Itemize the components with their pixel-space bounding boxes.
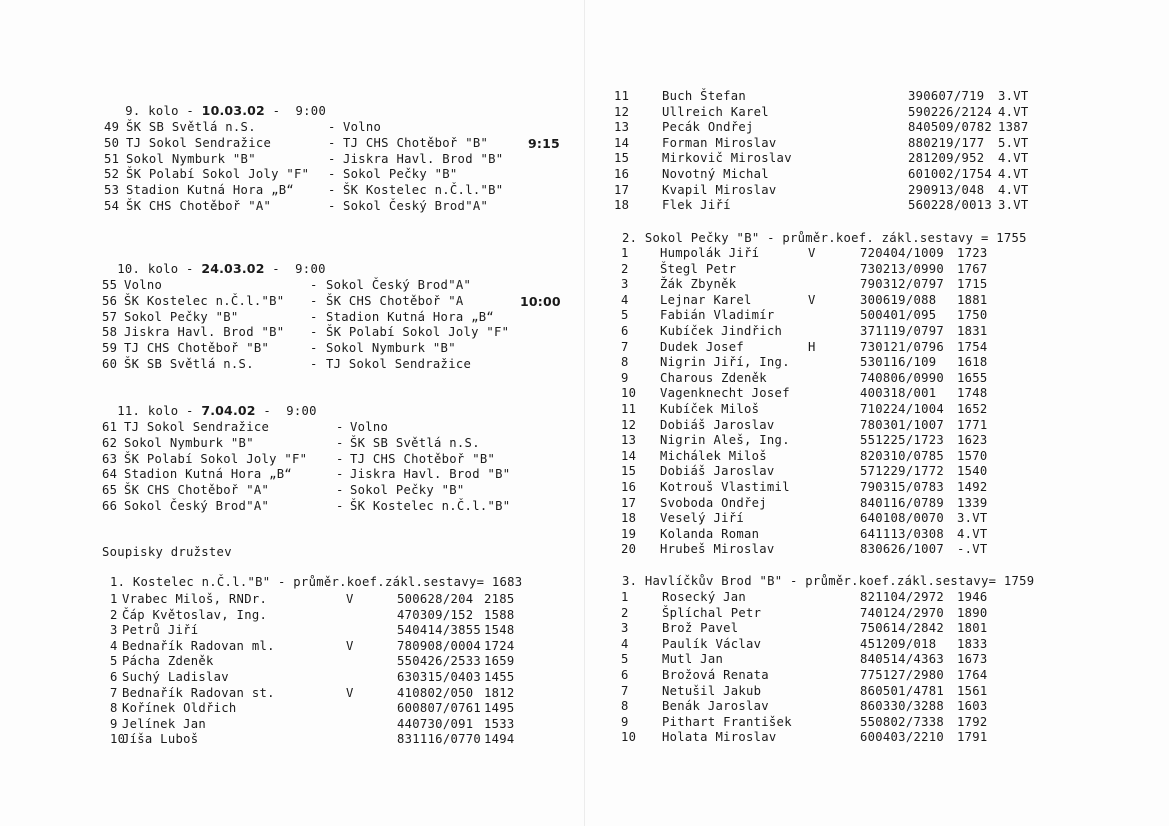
player-coefficient: 3.VT (998, 198, 1029, 213)
match-separator: - (336, 467, 344, 482)
round-time: 9:00 (295, 262, 326, 276)
player-id: 560228/0013 (908, 198, 993, 213)
player-coefficient: -.VT (957, 542, 988, 557)
player-id: 600807/0761 (397, 701, 482, 716)
player-id: 780301/1007 (860, 417, 945, 432)
player-id: 860330/3288 (860, 699, 945, 714)
player-number: 1 (110, 592, 118, 606)
player-number: 2 (621, 605, 629, 620)
player-name: Kolanda Roman (660, 526, 760, 541)
player-id: 600403/2210 (860, 730, 945, 745)
player-coefficient: 3.VT (998, 89, 1029, 103)
player-name: Kubíček Jindřich (660, 324, 783, 338)
player-id: 830626/1007 (860, 542, 945, 557)
player-number: 3 (110, 623, 118, 638)
match-away-team: ŠK Kostelec n.Č.l."B" (350, 499, 511, 513)
player-name: Svoboda Ondřej (660, 495, 767, 510)
player-id: 410802/050 (397, 685, 474, 700)
player-id: 300619/088 (860, 292, 937, 307)
player-coefficient: 4.VT (998, 167, 1029, 181)
player-coefficient: 1750 (957, 308, 988, 323)
player-id: 500628/204 (397, 592, 474, 606)
player-id: 601002/1754 (908, 167, 993, 181)
player-name: Veselý Jiří (660, 511, 745, 526)
player-id: 371119/0797 (860, 324, 945, 338)
match-away-team: Stadion Kutná Hora „B“ (326, 309, 495, 324)
match-number: 51 (104, 151, 120, 166)
round-date: 7.04.02 (201, 403, 256, 418)
player-name: Brož Pavel (662, 621, 739, 636)
player-name: Štegl Petr (660, 261, 737, 276)
match-away-team: Jiskra Havl. Brod "B" (350, 467, 511, 482)
player-number: 8 (621, 355, 629, 370)
player-name: Netušil Jakub (662, 683, 762, 698)
player-id: 860501/4781 (860, 683, 945, 698)
player-id: 740806/0990 (860, 370, 945, 385)
match-separator: - (310, 309, 318, 324)
player-coefficient: 1561 (957, 683, 988, 698)
player-id: 740124/2970 (860, 605, 945, 620)
match-separator: - (336, 435, 344, 450)
player-number: 9 (110, 716, 118, 731)
player-name: Kořínek Oldřich (122, 701, 237, 716)
match-away-team: Sokol Pečky "B" (350, 483, 465, 498)
match-home-team: Sokol Nymburk "B" (126, 151, 256, 166)
player-id: 400318/001 (860, 386, 937, 401)
player-number: 1 (621, 246, 629, 260)
match-away-team: Volno (350, 420, 389, 434)
player-number: 19 (621, 526, 637, 541)
player-number: 11 (621, 402, 637, 416)
player-coefficient: 4.VT (998, 182, 1029, 197)
match-time-note: 9:15 (528, 135, 560, 151)
match-separator: - (310, 357, 318, 371)
round-header: 11. kolo - 7.04.02 - 9:00 (117, 403, 317, 418)
player-name: Vrabec Miloš, RNDr. (122, 592, 268, 606)
player-coefficient: 1946 (957, 590, 988, 604)
match-home-team: ŠK Polabí Sokol Joly "F" (124, 451, 308, 466)
player-id: 590226/2124 (908, 104, 993, 119)
player-mark: V (808, 292, 816, 307)
match-separator: - (328, 135, 336, 150)
player-id: 790312/0797 (860, 277, 945, 292)
player-coefficient: 1339 (957, 495, 988, 510)
player-coefficient: 1655 (957, 370, 988, 385)
player-name: Benák Jaroslav (662, 699, 769, 714)
player-id: 640108/0070 (860, 511, 945, 526)
player-id: 550426/2533 (397, 654, 482, 669)
match-separator: - (328, 167, 336, 182)
match-home-team: ŠK CHS Chotěboř "A" (126, 199, 272, 213)
player-name: Dudek Josef (660, 339, 745, 354)
round-label: 9. kolo (125, 104, 179, 118)
player-coefficient: 1548 (484, 623, 515, 638)
player-coefficient: 1652 (957, 402, 988, 416)
player-coefficient: 1659 (484, 654, 515, 669)
match-number: 53 (104, 183, 120, 198)
round-label: 11. kolo (117, 404, 179, 418)
player-id: 790315/0783 (860, 480, 945, 494)
match-home-team: ŠK SB Světlá n.S. (126, 120, 256, 134)
round-header: 10. kolo - 24.03.02 - 9:00 (117, 261, 326, 276)
player-name: Čáp Květoslav, Ing. (122, 607, 268, 622)
player-name: Dobiáš Jaroslav (660, 417, 775, 432)
player-number: 2 (621, 261, 629, 276)
player-id: 571229/1772 (860, 464, 945, 479)
match-separator: - (328, 120, 336, 134)
match-number: 49 (104, 120, 120, 134)
player-coefficient: 1754 (957, 339, 988, 354)
match-away-team: ŠK Kostelec n.Č.l."B" (343, 183, 504, 198)
player-number: 16 (614, 167, 630, 181)
player-number: 4 (621, 292, 629, 307)
player-number: 1 (621, 590, 629, 604)
player-name: Nigrin Aleš, Ing. (660, 433, 790, 448)
player-number: 7 (621, 683, 629, 698)
match-away-team: TJ CHS Chotěboř "B" (350, 451, 496, 466)
player-coefficient: 1767 (957, 261, 988, 276)
match-number: 56 (102, 293, 118, 308)
player-id: 641113/0308 (860, 526, 945, 541)
player-id: 780908/0004 (397, 638, 482, 653)
player-number: 8 (110, 701, 118, 716)
player-number: 2 (110, 607, 118, 622)
player-name: Pithart František (662, 714, 792, 729)
player-id: 775127/2980 (860, 668, 945, 682)
player-coefficient: 1792 (957, 714, 988, 729)
player-number: 9 (621, 370, 629, 385)
player-number: 4 (621, 636, 629, 651)
player-id: 840116/0789 (860, 495, 945, 510)
player-number: 20 (621, 542, 637, 557)
player-name: Mutl Jan (662, 652, 724, 667)
player-id: 470309/152 (397, 607, 474, 622)
player-name: Paulík Václav (662, 636, 762, 651)
player-name: Kvapil Miroslav (662, 182, 777, 197)
player-coefficient: 1492 (957, 480, 988, 494)
player-name: Jelínek Jan (122, 716, 207, 731)
match-home-team: ŠK Kostelec n.Č.l."B" (124, 293, 285, 308)
player-name: Jíša Luboš (122, 732, 199, 747)
player-id: 840514/4363 (860, 652, 945, 667)
player-coefficient: 1495 (484, 701, 515, 716)
player-number: 15 (621, 464, 637, 479)
player-number: 10 (621, 730, 637, 745)
match-number: 60 (102, 357, 118, 371)
match-number: 59 (102, 341, 118, 356)
match-away-team: Jiskra Havl. Brod "B" (343, 151, 504, 166)
player-number: 5 (621, 652, 629, 667)
player-name: Kotrouš Vlastimil (660, 480, 790, 494)
player-id: 710224/1004 (860, 402, 945, 416)
player-number: 14 (614, 135, 630, 150)
player-coefficient: 1540 (957, 464, 988, 479)
match-home-team: ŠK Polabí Sokol Joly "F" (126, 167, 310, 182)
player-number: 6 (621, 324, 629, 338)
player-coefficient: 1831 (957, 324, 988, 338)
player-id: 290913/048 (908, 182, 985, 197)
player-name: Hrubeš Miroslav (660, 542, 775, 557)
match-separator: - (310, 325, 318, 340)
player-coefficient: 1455 (484, 670, 515, 684)
match-away-team: TJ CHS Chotěboř "B" (343, 135, 489, 150)
player-id: 530116/109 (860, 355, 937, 370)
player-number: 5 (621, 308, 629, 323)
player-number: 17 (621, 495, 637, 510)
player-number: 6 (110, 670, 118, 684)
player-coefficient: 1771 (957, 417, 988, 432)
match-home-team: Sokol Český Brod"A" (124, 499, 270, 513)
match-home-team: TJ Sokol Sendražice (126, 135, 272, 150)
player-coefficient: 1603 (957, 699, 988, 714)
player-id: 750614/2842 (860, 621, 945, 636)
match-number: 66 (102, 499, 118, 513)
player-name: Charous Zdeněk (660, 370, 767, 385)
match-home-team: Sokol Pečky "B" (124, 309, 239, 324)
player-number: 10 (110, 732, 126, 747)
match-away-team: ŠK Polabí Sokol Joly "F" (326, 325, 510, 340)
player-coefficient: 4.VT (998, 151, 1029, 166)
round-time: 9:00 (295, 104, 327, 118)
player-mark: H (808, 339, 816, 354)
match-away-team: ŠK CHS Chotěboř "A (326, 293, 464, 308)
player-id: 730213/0990 (860, 261, 945, 276)
player-coefficient: 1881 (957, 292, 988, 307)
match-away-team: TJ Sokol Sendražice (326, 357, 472, 371)
player-name: Novotný Michal (662, 167, 769, 181)
player-number: 9 (621, 714, 629, 729)
player-number: 5 (110, 654, 118, 669)
player-id: 820310/0785 (860, 448, 945, 463)
player-coefficient: 3.VT (957, 511, 988, 526)
player-number: 18 (621, 511, 637, 526)
player-coefficient: 1890 (957, 605, 988, 620)
match-separator: - (328, 151, 336, 166)
player-number: 13 (614, 120, 630, 135)
match-away-team: ŠK SB Světlá n.S. (350, 435, 480, 450)
player-number: 4 (110, 638, 118, 653)
player-coefficient: 1812 (484, 685, 515, 700)
player-name: Kubíček Miloš (660, 402, 760, 416)
match-away-team: Sokol Český Brod"A" (326, 278, 472, 292)
player-coefficient: 1533 (484, 716, 515, 731)
match-away-team: Volno (343, 120, 382, 134)
player-coefficient: 1801 (957, 621, 988, 636)
match-number: 57 (102, 309, 118, 324)
match-home-team: ŠK SB Světlá n.S. (124, 357, 254, 371)
player-id: 720404/1009 (860, 246, 945, 260)
match-separator: - (328, 183, 336, 198)
player-number: 10 (621, 386, 637, 401)
player-name: Pácha Zdeněk (122, 654, 214, 669)
player-id: 451209/018 (860, 636, 937, 651)
player-id: 840509/0782 (908, 120, 993, 135)
player-coefficient: 1623 (957, 433, 988, 448)
match-separator: - (328, 199, 336, 213)
match-separator: - (336, 451, 344, 466)
player-id: 281209/952 (908, 151, 985, 166)
player-name: Nigrin Jiří, Ing. (660, 355, 790, 370)
match-home-team: TJ CHS Chotěboř "B" (124, 341, 270, 356)
match-home-team: Stadion Kutná Hora „B“ (124, 467, 293, 482)
match-away-team: Sokol Nymburk "B" (326, 341, 456, 356)
match-number: 54 (104, 199, 120, 213)
player-name: Suchý Ladislav (122, 670, 229, 684)
player-coefficient: 2185 (484, 592, 515, 606)
player-id: 500401/095 (860, 308, 937, 323)
match-home-team: Volno (124, 278, 163, 292)
team-header: 1. Kostelec n.Č.l."B" - průměr.koef.zákl.sestavy= 1683 (110, 575, 523, 589)
player-name: Humpolák Jiří (660, 246, 760, 260)
match-number: 58 (102, 325, 118, 340)
match-number: 64 (102, 467, 118, 482)
player-number: 12 (621, 417, 637, 432)
match-separator: - (336, 420, 344, 434)
match-number: 55 (102, 278, 118, 292)
match-number: 52 (104, 167, 120, 182)
player-name: Lejnar Karel (660, 292, 752, 307)
player-id: 880219/177 (908, 135, 985, 150)
player-name: Rosecký Jan (662, 590, 747, 604)
match-separator: - (336, 483, 344, 498)
player-name: Buch Štefan (662, 89, 747, 103)
player-number: 7 (110, 685, 118, 700)
player-coefficient: 4.VT (957, 526, 988, 541)
round-date: 10.03.02 (201, 103, 265, 118)
player-coefficient: 1588 (484, 607, 515, 622)
player-coefficient: 1764 (957, 668, 988, 682)
match-home-team: ŠK CHS Chotěboř "A" (124, 483, 270, 498)
player-name: Šplíchal Petr (662, 605, 762, 620)
player-name: Vagenknecht Josef (660, 386, 790, 401)
player-coefficient: 1494 (484, 732, 515, 747)
match-separator: - (336, 499, 344, 513)
player-number: 7 (621, 339, 629, 354)
player-name: Flek Jiří (662, 198, 731, 213)
player-name: Pecák Ondřej (662, 120, 754, 135)
player-number: 6 (621, 668, 629, 682)
player-number: 8 (621, 699, 629, 714)
match-home-team: TJ Sokol Sendražice (124, 420, 270, 434)
match-home-team: Stadion Kutná Hora „B“ (126, 183, 295, 198)
match-home-team: Sokol Nymburk "B" (124, 435, 254, 450)
player-name: Dobiáš Jaroslav (660, 464, 775, 479)
team-header: 2. Sokol Pečky "B" - průměr.koef. zákl.sestavy = 1755 (622, 231, 1027, 245)
player-number: 11 (614, 89, 630, 103)
match-home-team: Jiskra Havl. Brod "B" (124, 325, 285, 340)
player-coefficient: 1833 (957, 636, 988, 651)
match-time-note: 10:00 (520, 293, 561, 309)
player-id: 390607/719 (908, 89, 985, 103)
player-coefficient: 1723 (957, 246, 988, 260)
round-header: 9. kolo - 10.03.02 - 9:00 (125, 103, 327, 118)
player-coefficient: 1387 (998, 120, 1029, 135)
player-coefficient: 1724 (484, 638, 515, 653)
round-date: 24.03.02 (201, 261, 265, 276)
player-id: 550802/7338 (860, 714, 945, 729)
player-name: Petrů Jiří (122, 623, 199, 638)
player-name: Mirkovič Miroslav (662, 151, 792, 166)
player-number: 15 (614, 151, 630, 166)
player-coefficient: 1618 (957, 355, 988, 370)
player-coefficient: 1570 (957, 448, 988, 463)
player-name: Ullreich Karel (662, 104, 769, 119)
player-name: Žák Zbyněk (660, 277, 737, 292)
match-number: 63 (102, 451, 118, 466)
round-time: 9:00 (286, 404, 317, 418)
player-number: 14 (621, 448, 637, 463)
player-id: 730121/0796 (860, 339, 945, 354)
player-number: 3 (621, 621, 629, 636)
team-header: 3. Havlíčkův Brod "B" - průměr.koef.zákl.sestavy= 1759 (622, 574, 1035, 588)
player-number: 12 (614, 104, 630, 119)
player-name: Bednařík Radovan st. (122, 685, 275, 700)
player-coefficient: 1673 (957, 652, 988, 667)
player-mark: V (346, 685, 354, 700)
player-coefficient: 1791 (957, 730, 988, 745)
player-id: 440730/091 (397, 716, 474, 731)
player-mark: V (808, 246, 816, 260)
player-name: Bednařík Radovan ml. (122, 638, 275, 653)
player-coefficient: 1748 (957, 386, 988, 401)
player-id: 821104/2972 (860, 590, 945, 604)
rosters-heading: Soupisky družstev (102, 545, 232, 559)
match-number: 65 (102, 483, 118, 498)
player-name: Fabián Vladimír (660, 308, 775, 323)
player-number: 18 (614, 198, 630, 213)
player-id: 630315/0403 (397, 670, 482, 684)
player-number: 17 (614, 182, 630, 197)
player-coefficient: 1715 (957, 277, 988, 292)
player-id: 540414/3855 (397, 623, 482, 638)
match-number: 50 (104, 135, 120, 150)
player-id: 831116/0770 (397, 732, 482, 747)
player-mark: V (346, 638, 354, 653)
player-id: 551225/1723 (860, 433, 945, 448)
round-label: 10. kolo (117, 262, 179, 276)
player-name: Michálek Miloš (660, 448, 767, 463)
match-away-team: Sokol Pečky "B" (343, 167, 458, 182)
player-name: Forman Miroslav (662, 135, 777, 150)
match-separator: - (310, 293, 318, 308)
player-coefficient: 5.VT (998, 135, 1029, 150)
player-name: Brožová Renata (662, 668, 769, 682)
player-number: 13 (621, 433, 637, 448)
match-separator: - (310, 278, 318, 292)
match-number: 61 (102, 420, 118, 434)
match-away-team: Sokol Český Brod"A" (343, 199, 489, 213)
match-number: 62 (102, 435, 118, 450)
player-number: 3 (621, 277, 629, 292)
player-name: Holata Miroslav (662, 730, 777, 745)
player-number: 16 (621, 480, 637, 494)
match-separator: - (310, 341, 318, 356)
player-mark: V (346, 592, 354, 606)
player-coefficient: 4.VT (998, 104, 1029, 119)
